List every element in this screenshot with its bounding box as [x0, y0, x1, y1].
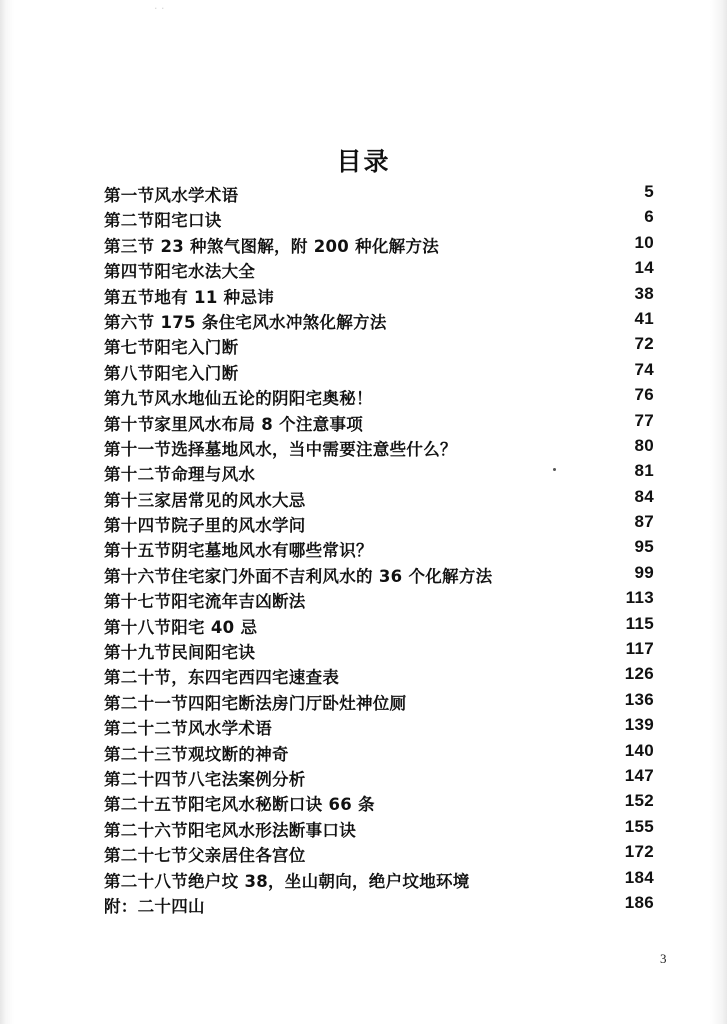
stray-dot-mark	[553, 468, 556, 471]
toc-entry[interactable]	[104, 638, 654, 663]
toc-entry-title: 第十四节院子里的风水学问	[104, 516, 306, 536]
toc-entry-page: 147	[624, 765, 654, 785]
toc-entry-title: 第九节风水地仙五论的阴阳宅奥秘！	[104, 389, 373, 409]
toc-entry[interactable]	[104, 613, 654, 638]
toc-entry-title: 第十三家居常见的风水大忌	[104, 490, 306, 510]
toc-entry[interactable]	[104, 587, 654, 612]
toc-entry[interactable]	[104, 257, 654, 282]
toc-entry-title: 第二十七节父亲居住各宫位	[104, 846, 306, 866]
toc-entry-page: 115	[625, 613, 654, 633]
toc-entry-title: 第八节阳宅入门断	[104, 363, 239, 383]
toc-entry-title: 第十九节民间阳宅诀	[104, 643, 256, 663]
toc-entry-title: 附：二十四山	[104, 896, 205, 916]
toc-entry-title: 第十五节阴宅墓地风水有哪些常识？	[104, 541, 373, 561]
toc-entry-page: 81	[634, 461, 654, 481]
toc-entry-page: 5	[644, 182, 654, 201]
toc-entry[interactable]	[104, 740, 654, 765]
toc-entry-page: 155	[624, 816, 654, 836]
toc-entry-title: 第四节阳宅水法大全	[104, 262, 256, 282]
toc-entry-title: 第二节阳宅口诀	[104, 211, 222, 231]
toc-entry[interactable]	[104, 663, 654, 688]
toc-entry[interactable]	[104, 841, 654, 866]
toc-entry[interactable]	[104, 562, 654, 587]
toc-entry-title: 第十七节阳宅流年吉凶断法	[104, 592, 306, 612]
toc-entry-title: 第二十二节风水学术语	[104, 719, 272, 739]
toc-entry-title: 第二十节，东四宅西四宅速查表	[104, 668, 340, 688]
toc-entry-page: 139	[624, 715, 654, 735]
toc-entry[interactable]	[104, 765, 654, 790]
toc-entry-title: 第二十一节四阳宅断法房门厅卧灶神位厕	[104, 693, 407, 713]
toc-entry[interactable]	[104, 333, 654, 358]
toc-entry-title: 第十一节选择墓地风水，当中需要注意些什么？	[104, 439, 457, 459]
toc-entry-page: 87	[634, 512, 654, 532]
toc-entry-page: 152	[624, 791, 654, 811]
faint-scan-mark: · ·	[154, 2, 165, 15]
toc-entry[interactable]	[104, 206, 654, 231]
toc-entry-page: 84	[634, 486, 654, 506]
toc-entry-title: 第二十八节绝户坟 38，坐山朝向，绝户坟地环境	[104, 871, 470, 891]
toc-entry-title: 第二十五节阳宅风水秘断口诀 66 条	[104, 795, 375, 815]
toc-entry-page: 95	[634, 537, 654, 557]
toc-entry-page: 80	[634, 435, 654, 455]
toc-entry[interactable]	[104, 308, 654, 333]
toc-entry-page: 117	[625, 639, 654, 659]
toc-entry-title: 第三节 23 种煞气图解，附 200 种化解方法	[104, 236, 440, 256]
toc-entry-title: 第二十三节观坟断的神奇	[104, 744, 289, 764]
toc-entry[interactable]	[104, 816, 654, 841]
toc-entry-page: 184	[624, 867, 654, 887]
toc-entry-page: 186	[624, 892, 654, 912]
toc-entry-page: 140	[624, 740, 654, 760]
toc-entry-page: 126	[624, 664, 654, 684]
toc-entry-page: 38	[634, 283, 654, 303]
page-number: 3	[660, 951, 667, 966]
toc-entry-page: 77	[634, 410, 654, 430]
toc-entry-title: 第十八节阳宅 40 忌	[104, 617, 258, 637]
toc-entry-title: 第五节地有 11 种忌讳	[104, 287, 275, 307]
toc-entry[interactable]	[104, 714, 654, 739]
toc-entry[interactable]	[104, 181, 654, 206]
toc-entry-title: 第十二节命理与风水	[104, 465, 256, 485]
toc-entry-page: 14	[634, 258, 654, 278]
page-title: 目录	[336, 147, 391, 176]
toc-entry-page: 74	[634, 359, 654, 379]
toc-entry-page: 6	[644, 207, 654, 227]
toc-entry-page: 136	[624, 689, 654, 709]
toc-entry-title: 第二十六节阳宅风水形法断事口诀	[104, 820, 356, 840]
toc-entry[interactable]	[104, 283, 654, 308]
toc-entry[interactable]	[104, 790, 654, 815]
toc-entry[interactable]	[104, 359, 654, 384]
toc-entry[interactable]	[104, 867, 654, 892]
toc-entry-page: 99	[634, 562, 654, 582]
toc-entry-page: 10	[634, 232, 654, 252]
toc-entry-title: 第六节 175 条住宅风水冲煞化解方法	[104, 312, 387, 332]
toc-entry-page: 76	[634, 385, 654, 405]
toc-entry[interactable]	[104, 536, 654, 561]
toc-entry[interactable]	[104, 486, 654, 511]
toc-entry[interactable]	[104, 892, 654, 917]
toc-entry-title: 第十六节住宅家门外面不吉利风水的 36 个化解方法	[104, 566, 493, 586]
toc-entry[interactable]	[104, 435, 654, 460]
toc-entry-page: 113	[625, 588, 654, 608]
toc-entry-page: 72	[634, 334, 654, 354]
toc-entry-title: 第二十四节八宅法案例分析	[104, 769, 306, 789]
toc-entry[interactable]	[104, 410, 654, 435]
toc-entry[interactable]	[104, 511, 654, 536]
toc-entry-page: 172	[624, 842, 654, 862]
toc-entry[interactable]	[104, 232, 654, 257]
toc-entry-title: 第七节阳宅入门断	[104, 338, 239, 358]
toc-entry-title: 第一节风水学术语	[104, 186, 239, 205]
toc-entry[interactable]	[104, 689, 654, 714]
toc-entry[interactable]	[104, 460, 654, 485]
toc-entry-title: 第十节家里风水布局 8 个注意事项	[104, 414, 364, 434]
toc-entry[interactable]	[104, 384, 654, 409]
toc-entry-page: 41	[634, 308, 654, 328]
table-of-contents	[104, 181, 654, 917]
